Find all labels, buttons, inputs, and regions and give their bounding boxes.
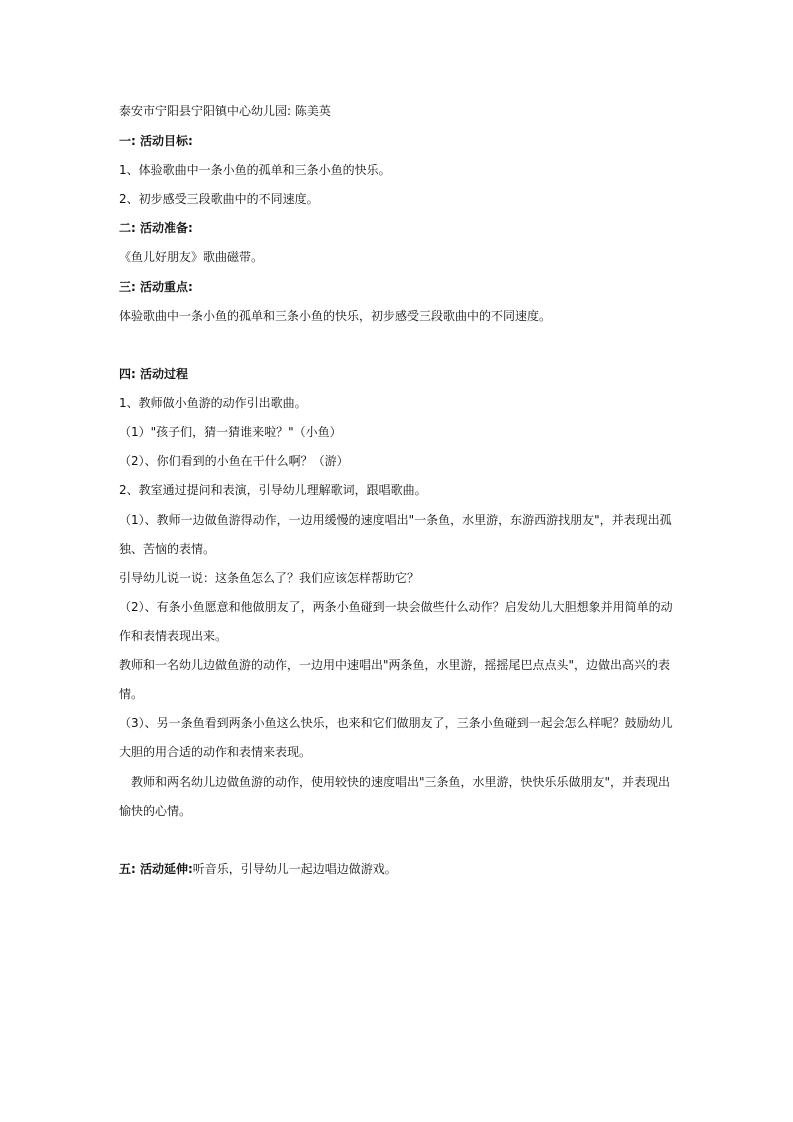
process-line: 作和表情表现出来。 <box>119 629 228 643</box>
process-line: 教师和两名幼儿边做鱼游的动作，使用较快的速度唱出"三条鱼，水里游，快快乐乐做朋友"，并表现出 <box>131 775 671 789</box>
section-3-heading: 三: 活动重点: <box>119 280 193 294</box>
process-line: （3）、另一条鱼看到两条小鱼这么快乐，也来和它们做朋友了，三条小鱼碰到一起会怎么样呢？鼓励幼儿 <box>119 716 673 730</box>
process-line: 引导幼儿说一说：这条鱼怎么了？我们应该怎样帮助它？ <box>119 571 420 585</box>
process-line: 情。 <box>119 687 144 701</box>
section-2-text: 《鱼儿好朋友》歌曲磁带。 <box>119 250 264 264</box>
process-line: （2）、有条小鱼愿意和他做朋友了，两条小鱼碰到一块会做些什么动作？启发幼儿大胆想象并用简单的动 <box>119 600 673 614</box>
process-line: （1）"孩子们，猜一猜谁来啦？"（小鱼） <box>119 425 342 439</box>
section-5-text: 听音乐，引导幼儿一起边唱边做游戏。 <box>192 862 397 876</box>
process-line: 教师和一名幼儿边做鱼游的动作，一边用中速唱出"两条鱼，水里游，摇摇尾巴点点头"，边做出高兴的表 <box>119 658 671 672</box>
process-line: 愉快的心情。 <box>119 804 192 818</box>
process-line: 1、教师做小鱼游的动作引出歌曲。 <box>119 396 307 410</box>
section-5-line <box>119 861 679 877</box>
section-4-heading: 四: 活动过程 <box>119 367 188 381</box>
process-line: 大胆的用合适的动作和表情来表现。 <box>119 745 312 759</box>
process-line: 独、苦恼的表情。 <box>119 542 216 556</box>
section-3-text: 体验歌曲中一条小鱼的孤单和三条小鱼的快乐，初步感受三段歌曲中的不同速度。 <box>119 309 552 323</box>
section-1-item-2: 2、初步感受三段歌曲中的不同速度。 <box>119 192 319 206</box>
process-line: 2、教室通过提问和表演，引导幼儿理解歌词，跟唱歌曲。 <box>119 483 427 497</box>
process-line: （2）、你们看到的小鱼在干什么啊？（游） <box>119 454 349 468</box>
section-1-heading: 一: 活动目标: <box>119 134 193 148</box>
author-line: 泰安市宁阳县宁阳镇中心幼儿园: 陈美英 <box>119 104 331 118</box>
process-line: （1）、教师一边做鱼游得动作，一边用缓慢的速度唱出"一条鱼，水里游，东游西游找朋友"，并表现出孤 <box>119 513 672 527</box>
section-1-item-1: 1、体验歌曲中一条小鱼的孤单和三条小鱼的快乐。 <box>119 163 391 177</box>
section-2-heading: 二: 活动准备: <box>119 221 193 235</box>
section-5-heading: 五: 活动延伸: <box>119 862 193 876</box>
